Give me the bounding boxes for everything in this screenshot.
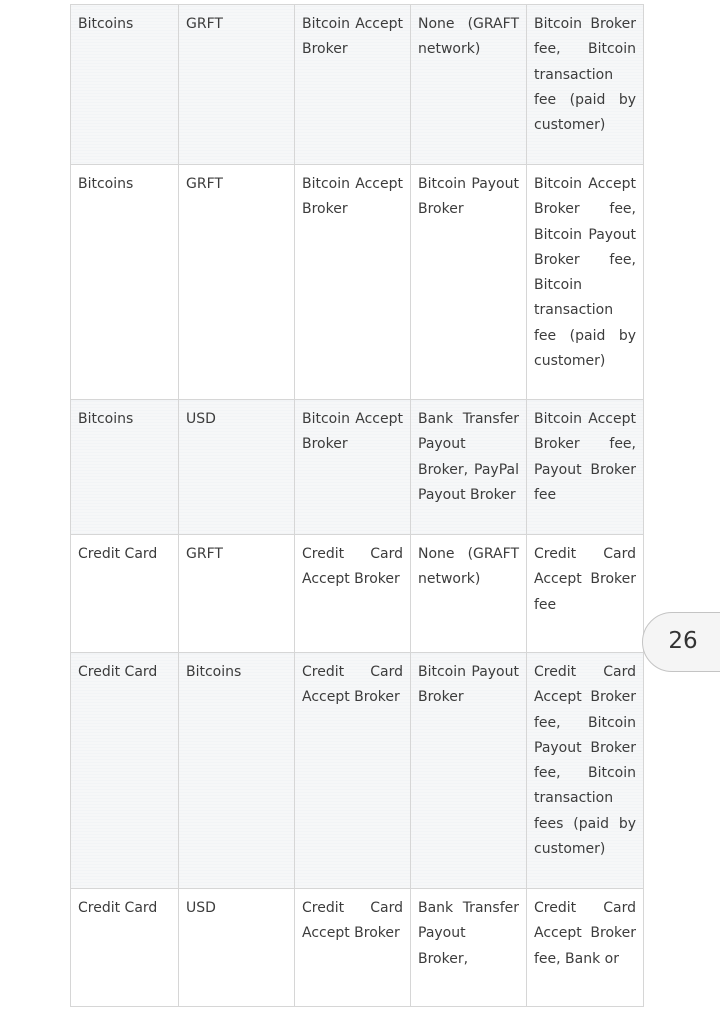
table-row — [71, 889, 644, 1007]
table-row — [71, 535, 644, 653]
table-cell: Bitcoin Accept Broker fee, Bitcoin Payout Broker fee, Bitcoin transaction fee (paid by customer) — [527, 165, 644, 400]
table-cell: Bank Transfer Payout Broker, PayPal Payout Broker — [411, 400, 527, 535]
table-cell: USD — [179, 400, 295, 535]
table-cell: Bitcoins — [179, 653, 295, 889]
page-number: 26 — [668, 628, 698, 654]
table-cell: Credit Card Accept Broker fee, Bank or — [527, 889, 644, 1007]
table-cell: Bitcoin Accept Broker fee, Payout Broker fee — [527, 400, 644, 535]
table-cell: Credit Card — [71, 653, 179, 889]
table-cell: Bitcoin Payout Broker — [411, 165, 527, 400]
table-cell: GRFT — [179, 5, 295, 165]
table-cell: GRFT — [179, 535, 295, 653]
table-cell: Bitcoins — [71, 165, 179, 400]
table-cell: Credit Card Accept Broker fee, Bitcoin Payout Broker fee, Bitcoin transaction fees (paid by customer) — [527, 653, 644, 889]
table-cell: None (GRAFT network) — [411, 5, 527, 165]
table-cell: Credit Card — [71, 889, 179, 1007]
table-cell: Credit Card Accept Broker — [295, 889, 411, 1007]
table-row — [71, 400, 644, 535]
table-cell: Bitcoin Accept Broker — [295, 165, 411, 400]
table-cell: GRFT — [179, 165, 295, 400]
table-cell: Bitcoins — [71, 5, 179, 165]
table-row — [71, 653, 644, 889]
table-cell: Bitcoin Accept Broker — [295, 5, 411, 165]
table-cell: Credit Card — [71, 535, 179, 653]
table-cell: Bitcoin Broker fee, Bitcoin transaction fee (paid by customer) — [527, 5, 644, 165]
fee-table — [70, 4, 644, 1007]
table-cell: Bank Transfer Payout Broker, — [411, 889, 527, 1007]
table-cell: Bitcoin Accept Broker — [295, 400, 411, 535]
table-cell: Bitcoins — [71, 400, 179, 535]
table-cell: None (GRAFT network) — [411, 535, 527, 653]
table-cell: Credit Card Accept Broker — [295, 653, 411, 889]
table-cell: Credit Card Accept Broker — [295, 535, 411, 653]
table-cell: Bitcoin Payout Broker — [411, 653, 527, 889]
table-row — [71, 165, 644, 400]
table-cell: USD — [179, 889, 295, 1007]
table-cell: Credit Card Accept Broker fee — [527, 535, 644, 653]
table-row — [71, 5, 644, 165]
